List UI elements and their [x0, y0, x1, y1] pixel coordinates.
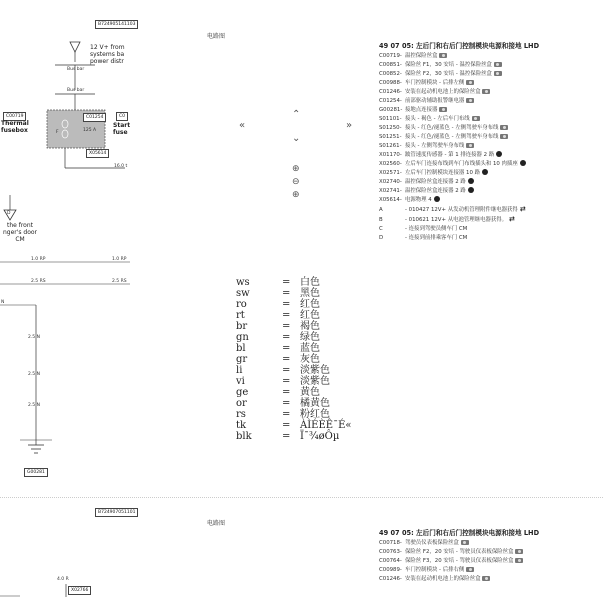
legend-key: or	[236, 398, 247, 409]
list-item[interactable]	[379, 160, 603, 169]
legend-value: 红色	[300, 299, 320, 310]
camera-icon[interactable]	[466, 567, 474, 572]
component-description: - 010621 12V+ 从电池管理继电器获得。	[405, 217, 508, 223]
zoom-in-icon[interactable]: ⊕	[292, 164, 300, 174]
wire-label: 2.5 N	[28, 372, 40, 377]
legend-eq: =	[282, 332, 291, 343]
wire-label: 1.0 RP	[112, 257, 127, 262]
label-line: 12 V+ from	[90, 44, 125, 51]
legend-value: 蓝色	[300, 343, 320, 354]
legend-value: 黑色	[300, 288, 320, 299]
legend-value: 褐色	[300, 321, 320, 332]
camera-icon[interactable]	[494, 62, 502, 67]
component-list-2	[379, 528, 603, 584]
label-line: power distr	[90, 58, 124, 65]
component-description: 前部驱动辅助报警继电器	[405, 98, 465, 104]
connector-id[interactable]: C0	[116, 112, 128, 121]
component-description: 安装在起动机电池上的保险丝盒	[405, 89, 481, 95]
legend-key: tk	[236, 420, 247, 431]
connector-icon[interactable]	[468, 187, 474, 193]
legend-eq: =	[282, 310, 291, 321]
camera-icon[interactable]	[500, 125, 508, 130]
legend-eq: =	[282, 321, 291, 332]
ground-id[interactable]: G00281	[24, 468, 48, 477]
legend-key: blk	[236, 431, 252, 442]
legend-eq: =	[282, 431, 291, 442]
label-line: fusebox	[1, 127, 28, 134]
wire-label: 4.0 R	[57, 577, 69, 582]
camera-icon[interactable]	[439, 107, 447, 112]
list-item[interactable]	[379, 70, 603, 79]
component-code: C01246-	[379, 576, 402, 582]
legend-key: rt	[236, 310, 245, 321]
label-line: the front	[6, 222, 34, 229]
label-line: fuse	[113, 129, 128, 136]
component-code: D	[379, 235, 384, 241]
component-code: X01170-	[379, 152, 402, 158]
legend-eq: =	[282, 299, 291, 310]
legend-key: bl	[236, 343, 246, 354]
legend-row	[236, 431, 339, 442]
label-line: nger's door	[2, 229, 38, 236]
legend-value: 粉红色	[300, 409, 330, 420]
legend-eq: =	[282, 409, 291, 420]
legend-row	[236, 343, 320, 354]
thermal-fusebox-label	[1, 120, 29, 134]
component-code: S01251-	[379, 134, 402, 140]
component-description: 接头 - 左侧驾驶车身布线	[405, 143, 465, 149]
diagram-id: B724905141103	[95, 20, 138, 29]
next-page-icon[interactable]: »	[346, 120, 353, 131]
legend-eq: =	[282, 420, 291, 431]
swap-arrows-icon[interactable]: ⇄	[509, 215, 515, 223]
component-description: 接头 - 红色/褪蓝色 - 左侧驾驶车身布线	[405, 134, 499, 140]
component-description: 接地点连接器	[405, 107, 438, 113]
fuse-rating: 125 A	[83, 128, 97, 133]
component-description: 保险丝 F2，20 安培 - 驾驶员仪表板保险丝盒	[405, 549, 514, 555]
component-code: C01254-	[379, 98, 402, 104]
connector-icon[interactable]	[482, 169, 488, 175]
list-items	[379, 52, 603, 243]
connector-icon[interactable]	[468, 178, 474, 184]
legend-value: 红色	[300, 310, 320, 321]
component-description: 温控保险丝盒连接器 2 路	[405, 179, 466, 185]
scroll-up-icon[interactable]: ⌃	[292, 109, 301, 120]
legend-value: 淡紫色	[300, 365, 330, 376]
legend-eq: =	[282, 398, 291, 409]
list-item[interactable]	[379, 187, 603, 196]
list-item[interactable]	[379, 115, 603, 124]
power-source-label	[90, 44, 125, 65]
component-code: S01101-	[379, 116, 402, 122]
wire-label: 2.5 N	[28, 403, 40, 408]
component-description: 左后车门连接布线到车门布线插头和 10 肉插座	[405, 161, 518, 167]
starter-fusebox-label	[113, 122, 130, 136]
diagram-id: B724907051101	[95, 508, 138, 517]
list-item[interactable]	[379, 106, 603, 115]
legend-value: 淡紫色	[300, 376, 330, 387]
component-code: A	[379, 207, 383, 213]
legend-row	[236, 409, 330, 420]
legend-value: Ï¯¾øÔµ	[300, 431, 340, 442]
component-code: X02741-	[379, 188, 402, 194]
connector-id[interactable]: X05614	[86, 149, 109, 158]
legend-eq: =	[282, 365, 291, 376]
list-item[interactable]	[379, 205, 603, 215]
wire-label: N	[1, 300, 5, 305]
legend-row	[236, 332, 320, 343]
component-code: C00719-	[379, 53, 402, 59]
camera-icon[interactable]	[494, 71, 502, 76]
component-code: C00988-	[379, 80, 402, 86]
triangle-label: D	[7, 211, 11, 216]
list-item[interactable]	[379, 169, 603, 178]
component-code: C00989-	[379, 567, 402, 573]
connector-icon[interactable]	[434, 196, 440, 202]
legend-key: ro	[236, 299, 247, 310]
label-line: systems ba	[90, 51, 125, 58]
legend-key: gn	[236, 332, 249, 343]
component-code: X02560-	[379, 161, 402, 167]
legend-key: li	[236, 365, 243, 376]
component-description: 左后车门控制模块连接器 10 路	[405, 170, 480, 176]
legend-eq: =	[282, 288, 291, 299]
legend-row	[236, 288, 320, 299]
list-item[interactable]	[379, 52, 603, 61]
component-description: - 连接到前排乘客车门 CM	[405, 235, 468, 241]
legend-key: gr	[236, 354, 248, 365]
camera-icon[interactable]	[466, 143, 474, 148]
component-description: 车门控制模块 - 后排右侧	[405, 567, 465, 573]
component-description: 温控保险丝盒	[405, 53, 438, 59]
camera-icon[interactable]	[515, 549, 523, 554]
list-item[interactable]	[379, 196, 603, 205]
component-code: C00851-	[379, 62, 402, 68]
connector-icon[interactable]	[496, 151, 502, 157]
front-door-label	[0, 222, 40, 243]
legend-row	[236, 321, 320, 332]
legend-value: ÀÌÉÈÊ¯É«	[300, 420, 352, 431]
list-item[interactable]	[379, 88, 603, 97]
list-item[interactable]	[379, 539, 603, 548]
bus-bar-label: Bus bar	[67, 88, 85, 93]
connector-id[interactable]: C01254	[83, 113, 106, 122]
list-title: 49 07 05: 左后门和右后门控制模块电源和接地 LHD	[379, 42, 540, 50]
label-line: Thermal	[1, 120, 29, 127]
component-description: 驾驶员仪表板保险丝盒	[405, 540, 459, 546]
fuse-label: F	[56, 130, 59, 135]
camera-icon[interactable]	[500, 134, 508, 139]
legend-key: br	[236, 321, 248, 332]
component-description: 电源物理 4	[405, 197, 432, 203]
component-code: X02571-	[379, 170, 402, 176]
legend-eq: =	[282, 343, 291, 354]
wire-label: 2.5 RS	[31, 279, 46, 284]
component-code: X02740-	[379, 179, 402, 185]
swap-arrows-icon[interactable]: ⇄	[519, 205, 526, 213]
component-code: C	[379, 226, 383, 232]
camera-icon[interactable]	[439, 53, 447, 58]
component-description: - 010427 12V+ 从发动机管理附件继电器获得	[405, 207, 518, 213]
component-description: - 连接到驾驶员侧车门 CM	[405, 226, 468, 232]
component-code: C00763-	[379, 549, 402, 555]
list-items	[379, 539, 603, 584]
prev-page-icon[interactable]: «	[239, 120, 246, 131]
component-code: C00764-	[379, 558, 402, 564]
list-item[interactable]	[379, 234, 603, 243]
component-description: 保险丝 F1，30 安培 - 温控保险丝盒	[405, 62, 492, 68]
component-description: 车门控制模块 - 后排左侧	[405, 80, 465, 86]
component-code: X05614-	[379, 197, 402, 203]
legend-row	[236, 310, 320, 321]
list-item[interactable]	[379, 178, 603, 187]
list-title: 49 07 05: 左后门和右后门控制模块电源和接地 LHD	[379, 529, 540, 537]
component-code: C00852-	[379, 71, 402, 77]
zoom-fit-icon[interactable]: ⊕	[292, 190, 300, 200]
legend-eq: =	[282, 376, 291, 387]
legend-eq: =	[282, 387, 291, 398]
legend-value: 白色	[300, 277, 320, 288]
legend-key: ws	[236, 277, 250, 288]
component-list-1	[379, 41, 603, 243]
legend-eq: =	[282, 354, 291, 365]
list-item[interactable]	[379, 557, 603, 566]
legend-row	[236, 365, 330, 376]
legend-key: ge	[236, 387, 249, 398]
legend-row	[236, 354, 320, 365]
legend-row	[236, 398, 330, 409]
label-line: Start	[113, 122, 131, 129]
component-description: 接头 - 褐色 - 左后车门布线	[405, 116, 470, 122]
list-item[interactable]	[379, 151, 603, 160]
list-item[interactable]	[379, 124, 603, 133]
component-description: 温控保险丝盒连接器 2 路	[405, 188, 466, 194]
list-item[interactable]	[379, 97, 603, 106]
legend-key: vi	[236, 376, 245, 387]
label-line: CM	[15, 236, 25, 243]
component-code: S01250-	[379, 125, 402, 131]
camera-icon[interactable]	[466, 98, 474, 103]
wire-label: 2.5 RS	[112, 279, 127, 284]
camera-icon[interactable]	[482, 89, 490, 94]
legend-key: rs	[236, 409, 246, 420]
connector-icon[interactable]	[520, 160, 526, 166]
component-code: C01246-	[379, 89, 402, 95]
legend-value: 灰色	[300, 354, 320, 365]
legend-value: 绿色	[300, 332, 320, 343]
component-description: 保险丝 F2，30 安培 - 温控保险丝盒	[405, 71, 492, 77]
list-item[interactable]	[379, 133, 603, 142]
camera-icon[interactable]	[466, 80, 474, 85]
list-item[interactable]	[379, 575, 603, 584]
wire-label: 2.5 N	[28, 335, 40, 340]
component-description: 接头 - 红色/褪蓝色 - 左侧驾驶车身布线	[405, 125, 499, 131]
component-code: C00718-	[379, 540, 402, 546]
bus-bar-label: Bus bar	[67, 67, 85, 72]
camera-icon[interactable]	[515, 558, 523, 563]
wire-label: 1.0 RP	[31, 257, 46, 262]
panel-title: 电路图	[207, 520, 226, 527]
list-item[interactable]	[379, 79, 603, 88]
list-item[interactable]	[379, 225, 603, 234]
list-item[interactable]	[379, 142, 603, 151]
legend-eq: =	[282, 277, 291, 288]
camera-icon[interactable]	[461, 540, 469, 545]
zoom-out-icon[interactable]: ⊖	[292, 177, 300, 187]
list-item[interactable]	[379, 548, 603, 557]
legend-row	[236, 376, 330, 387]
component-description: 安装在起动机电池上的保险丝盒	[405, 576, 481, 582]
legend-row	[236, 387, 320, 398]
wire-label: 16.0 t	[114, 164, 128, 169]
legend-row	[236, 277, 320, 288]
panel-title: 电路图	[207, 33, 226, 40]
component-description: 保险丝 F3，20 安培 - 驾驶员仪表板保险丝盒	[405, 558, 514, 564]
legend-key: sw	[236, 288, 250, 299]
connector-id[interactable]: C00719	[3, 112, 26, 121]
list-item[interactable]	[379, 61, 603, 70]
list-item[interactable]	[379, 566, 603, 575]
list-item[interactable]	[379, 215, 603, 225]
legend-value: 橘黄色	[300, 398, 330, 409]
scroll-down-icon[interactable]: ⌄	[292, 133, 301, 144]
component-code: S01261-	[379, 143, 402, 149]
legend-row	[236, 420, 352, 431]
legend-row	[236, 299, 320, 310]
section-divider	[0, 497, 603, 498]
legend-value: 黄色	[300, 387, 320, 398]
camera-icon[interactable]	[482, 576, 490, 581]
component-description: 跛管速度传感器 - 第 1 排连接器 2 路	[405, 152, 495, 158]
connector-id[interactable]: X02766	[68, 586, 91, 595]
camera-icon[interactable]	[472, 116, 480, 121]
component-code: B	[379, 217, 383, 223]
component-code: G00281-	[379, 107, 403, 113]
